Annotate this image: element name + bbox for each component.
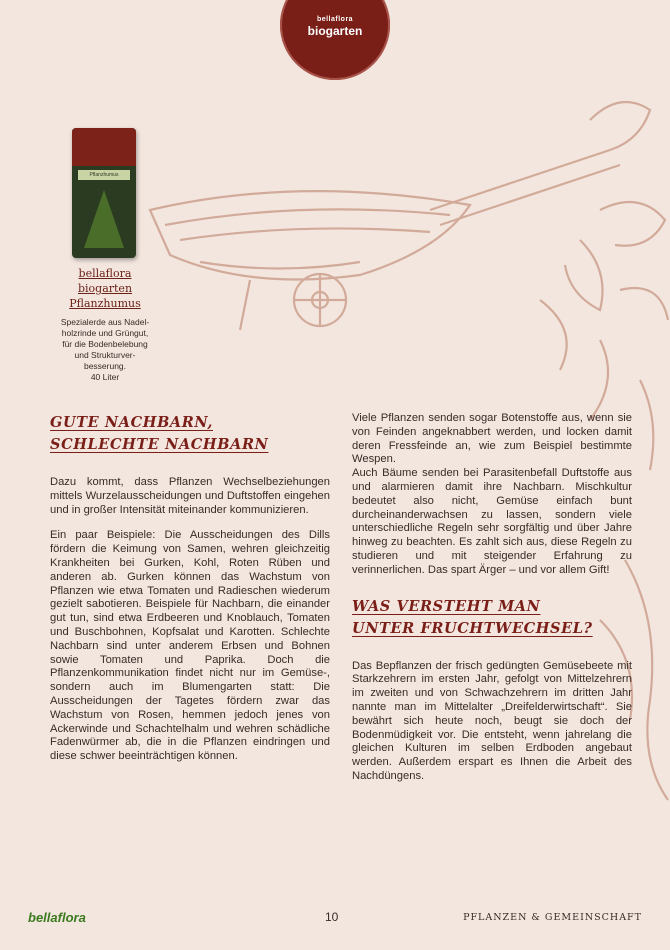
product-desc-line: für die Bodenbelebung — [62, 339, 148, 349]
product-desc-line: Spezialerde aus Nadel- — [60, 317, 150, 327]
page-footer — [0, 910, 670, 930]
product-package-image — [72, 128, 136, 258]
badge-brand-small: bellaflora — [316, 16, 354, 23]
body-paragraph: Das Bepflanzen der frisch gedüngten Gemüsebeete mit Starkzehrern im ersten Jahr, gefolgt von Mittelzehrern im zweiten und von Schwachzehrern im dritten Jahr nannte man im Mittelalter „Dreifelderwirtschaft“. Sie bewährt sich heute noch, beugt sie doch der Bodenmüdigkeit vor. Die entsteht, wenn jahrelang die gleichen Kulturen im selben Erdboden angebaut werden. Außerdem erspart es Ihnen die Arbeit des Nachdüngens. — [352, 659, 632, 782]
footer-logo: bellaflora — [28, 910, 86, 925]
product-caption — [40, 266, 170, 383]
product-title-line: bellaflora — [78, 267, 132, 280]
product-description — [40, 317, 170, 383]
product-title[interactable] — [40, 266, 170, 311]
body-paragraph: Auch Bäume senden bei Parasitenbefall Duftstoffe aus und alarmieren damit ihre Nachbarn. Mischkultur bedeutet also nicht, Gemüse einfach bunt durcheinanderwachsen zu lassen, sondern viele unterschiedliche Regeln sehr sorgfältig und über Jahre hinweg zu beachten. Es zahlt sich aus, diese Regeln zu studieren und mit steigender Erfahrung zu verinnerlichen. Das spart Ärger – und vor allem Gift! — [352, 467, 632, 576]
section-label: PFLANZEN & GEMEINSCHAFT — [463, 912, 642, 923]
heading-line: SCHLECHTE NACHBARN — [50, 436, 269, 453]
body-paragraph: Ein paar Beispiele: Die Ausscheidungen des Dills fördern die Keimung von Samen, wehren gleichzeitig Krankheiten bei Gurken, Kohl, Roten Rüben und anderen ab. Gurken können das Wachstum von Pflanzen wie etwa Tomaten und Radieschen wiederum gezielt sabotieren. Beispiele für Nachbarn, die einander gut tun, sind etwa Erdbeeren und Knoblauch, Tomaten und Buschbohnen, Kopfsalat und Karotten. Schlechte Nachbarn sind unter anderem Erbsen und Bohnen sowie Tomaten und Paprika. Doch die Pflanzenkommunikation findet nicht nur im Gemüse-, sondern auch im Blumengarten statt: Die Ausscheidungen der Tagetes fördern zwar das Wachstum von Rosen, hemmen jedoch jenes von Ackerwinde und Schachtelhalm und wehren schädliche Fadenwürmer ab, die in die Pflanzen eindringen und diese schwer beeinträchtigen können. — [50, 529, 330, 763]
body-paragraph: Dazu kommt, dass Pflanzen Wechselbeziehungen mittels Wurzelausscheidungen und Duftstoffen eingehen und in großer Intensität miteinander kommunizieren. — [50, 476, 330, 516]
package-label: Pflanzhumus — [78, 170, 130, 180]
left-column — [50, 412, 330, 764]
heading-line: WAS VERSTEHT MAN — [352, 597, 541, 615]
product-title-line: Pflanzhumus — [69, 297, 141, 310]
page-number: 10 — [325, 910, 339, 924]
section-heading-crop-rotation — [352, 596, 632, 640]
product-title-line: biogarten — [77, 282, 133, 295]
brand-badge — [280, 0, 390, 80]
product-desc-line: 40 Liter — [90, 372, 120, 382]
heading-line: UNTER FRUCHTWECHSEL? — [352, 619, 593, 637]
product-desc-line: und Strukturver- — [74, 350, 136, 360]
product-desc-line: besserung. — [83, 361, 127, 371]
right-column — [352, 412, 632, 784]
badge-brand-big: biogarten — [307, 24, 363, 38]
heading-line: GUTE NACHBARN, — [50, 414, 213, 431]
section-heading-neighbors — [50, 412, 330, 456]
body-paragraph: Viele Pflanzen senden sogar Botenstoffe aus, wenn sie von Feinden angeknabbert werden, und locken damit deren Fressfeinde an, wie zum Beispiel bestimmte Wespen. — [352, 412, 632, 466]
product-desc-line: holzrinde und Grüngut, — [61, 328, 149, 338]
